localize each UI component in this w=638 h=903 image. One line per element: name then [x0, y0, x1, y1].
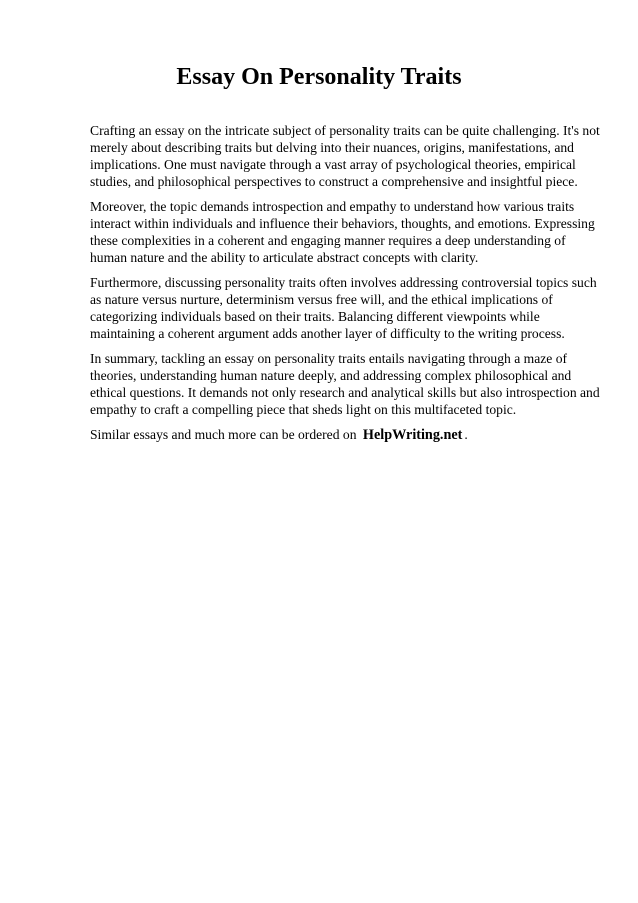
closing-text: Similar essays and much more can be ordered on	[90, 427, 357, 442]
paragraph-2: Moreover, the topic demands introspection and empathy to understand how various traits interact within individuals and influence their behaviors, thoughts, and emotions. Expressing these complexities in a coherent and engaging manner requires a deep understanding of human nature and the ability to articulate abstract concepts with clarity.	[90, 199, 595, 265]
essay-body	[90, 122, 602, 444]
paragraph-3: Furthermore, discussing personality traits often involves addressing controversial topics such as nature versus nurture, determinism versus free will, and the ethical implications of categorizing individuals based on their traits. Balancing different viewpoints while maintaining a coherent argument adds another layer of difficulty to the writing process.	[90, 275, 597, 341]
essay-title: Essay On Personality Traits	[176, 64, 462, 90]
closing-line	[90, 426, 602, 444]
helpwriting-link[interactable]: HelpWriting.net	[362, 427, 463, 443]
closing-period: .	[464, 427, 468, 442]
paragraph-1: Crafting an essay on the intricate subject of personality traits can be quite challenging. It's not merely about describing traits but delving into their nuances, origins, manifestations, and implications. One must navigate through a vast array of psychological theories, empirical studies, and philosophical perspectives to construct a comprehensive and insightful piece.	[90, 123, 600, 189]
paragraph-4: In summary, tackling an essay on personality traits entails navigating through a maze of theories, understanding human nature deeply, and addressing complex philosophical and ethical questions. It demands not only research and analytical skills but also introspection and empathy to craft a compelling piece that sheds light on this multifaceted topic.	[90, 351, 600, 417]
